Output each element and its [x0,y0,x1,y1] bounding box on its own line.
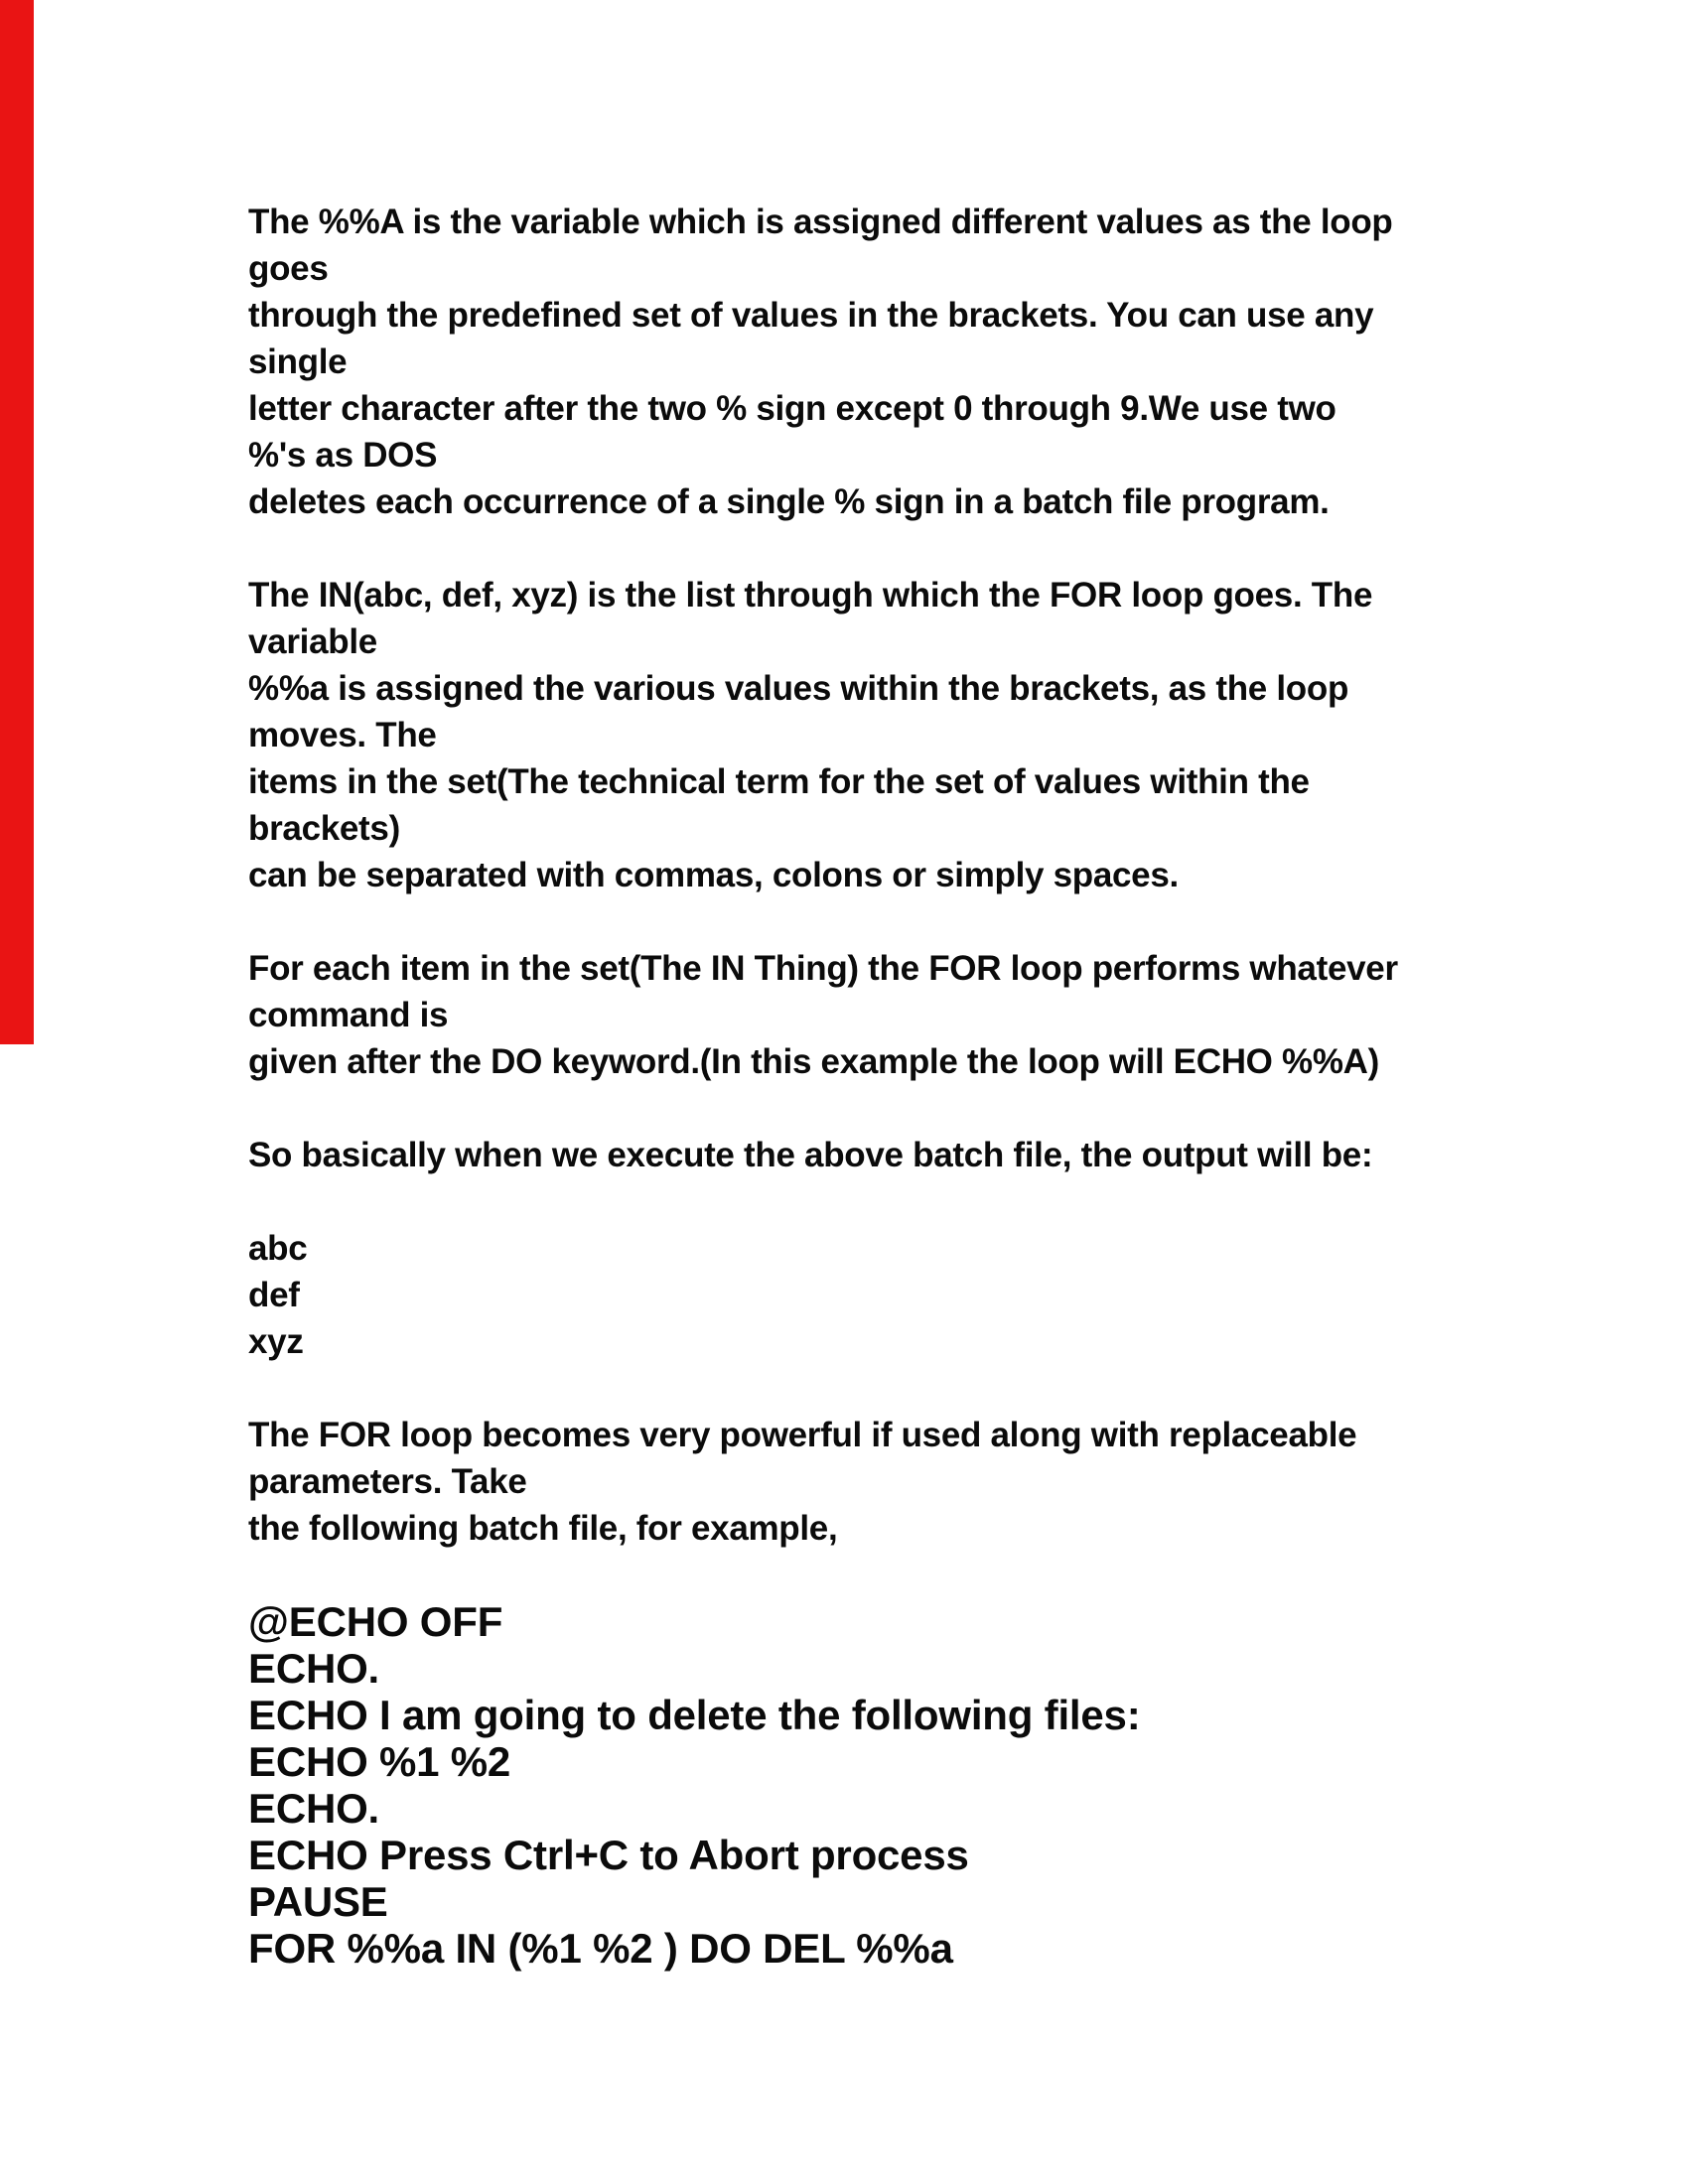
text-line: letter character after the two % sign except 0 through 9.We use two [248,389,1336,428]
text-line [248,1552,1529,1598]
text-line: parameters. Take [248,1462,527,1501]
text-line: abc [248,1229,308,1268]
text-line: The %%A is the variable which is assigned different values as the loop [248,203,1393,241]
text-line: variable [248,622,377,661]
text-line: deletes each occurrence of a single % sign in a batch file program. [248,482,1330,521]
text-line [248,525,1529,572]
document-text [248,199,1529,1972]
text-line: moves. The [248,716,437,754]
text-line: For each item in the set(The IN Thing) the FOR loop performs whatever [248,949,1398,988]
text-line [248,1178,1529,1225]
text-line: PAUSE [248,1878,388,1925]
text-line: FOR %%a IN (%1 %2 ) DO DEL %%a [248,1925,953,1972]
text-line: through the predefined set of values in the brackets. You can use any [248,296,1374,335]
text-line: The IN(abc, def, xyz) is the list through which the FOR loop goes. The [248,576,1373,614]
text-line: ECHO. [248,1785,380,1832]
text-line: ECHO %1 %2 [248,1738,511,1785]
text-line [248,898,1529,945]
text-line: def [248,1276,300,1314]
text-line: %%a is assigned the various values within the brackets, as the loop [248,669,1349,708]
text-line: So basically when we execute the above batch file, the output will be: [248,1136,1373,1174]
red-margin-bar [0,0,34,1044]
text-line: command is [248,996,449,1034]
text-line: can be separated with commas, colons or simply spaces. [248,856,1179,894]
text-line: given after the DO keyword.(In this example the loop will ECHO %%A) [248,1042,1379,1081]
text-line: xyz [248,1322,304,1361]
text-line: ECHO. [248,1645,380,1692]
text-line: goes [248,249,329,288]
text-line: The FOR loop becomes very powerful if used along with replaceable [248,1416,1357,1454]
text-line: %'s as DOS [248,436,438,475]
text-line: items in the set(The technical term for the set of values within the [248,762,1310,801]
text-line: ECHO I am going to delete the following files: [248,1692,1141,1738]
text-line: ECHO Press Ctrl+C to Abort process [248,1832,969,1878]
text-line [248,1365,1529,1412]
text-line: single [248,342,348,381]
text-line: @ECHO OFF [248,1598,503,1645]
text-line: brackets) [248,809,400,848]
text-line [248,1085,1529,1132]
text-line: the following batch file, for example, [248,1509,838,1548]
